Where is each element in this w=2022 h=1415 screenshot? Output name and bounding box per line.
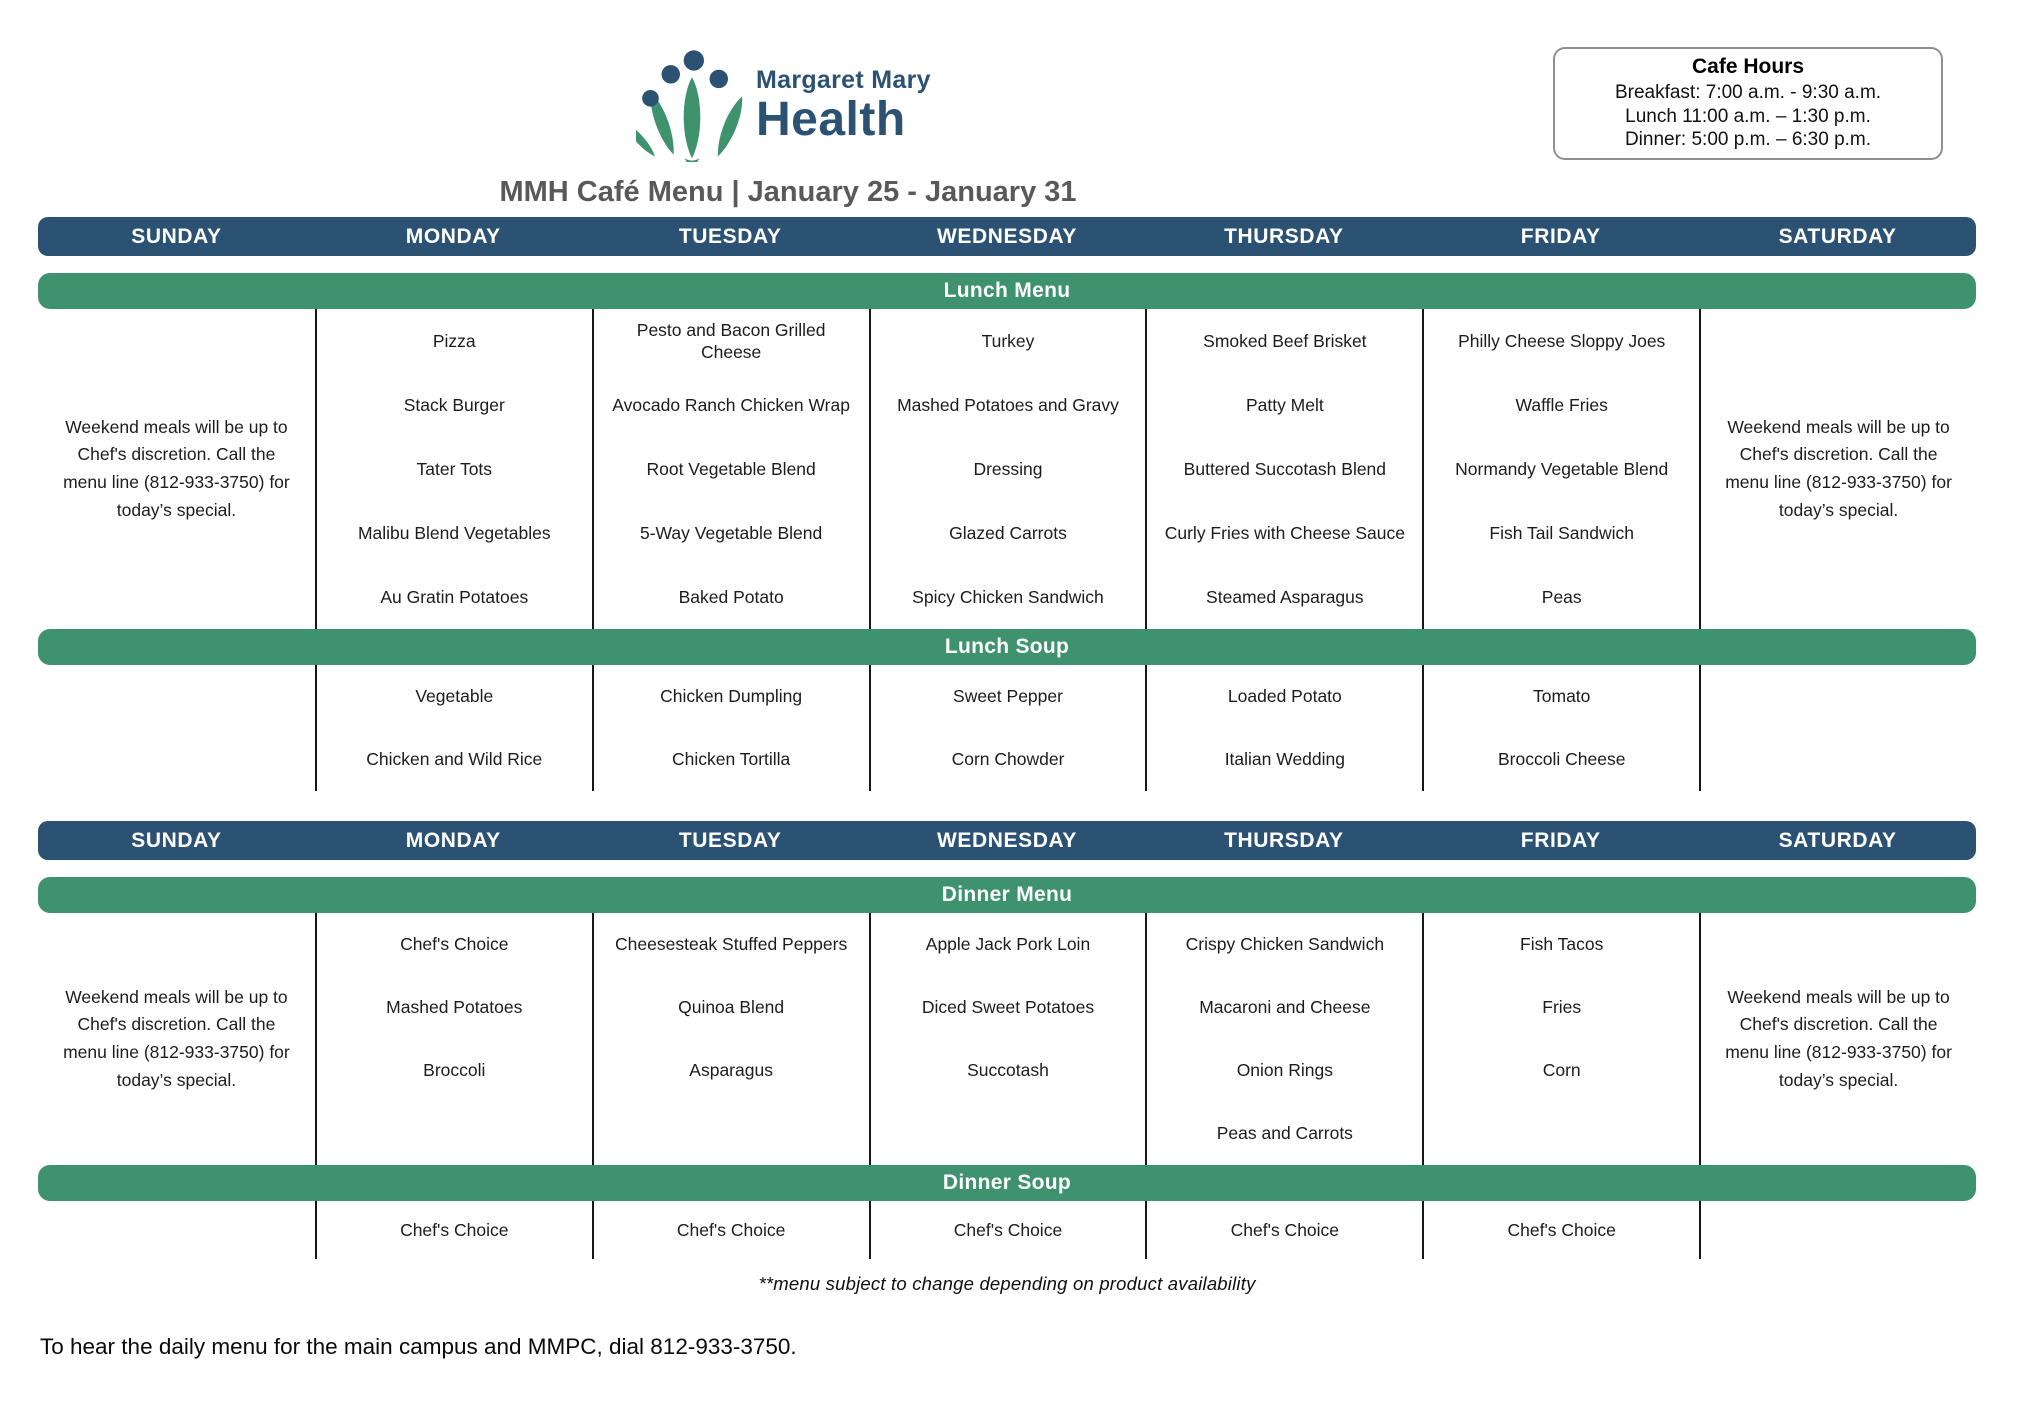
logo-text <box>756 42 931 145</box>
menu-item: Curly Fries with Cheese Sauce <box>1164 522 1405 543</box>
menu-item: Chef's Choice <box>400 934 509 955</box>
dinner-hours: Dinner: 5:00 p.m. – 6:30 p.m. <box>1624 129 1872 151</box>
menu-item: Pizza <box>432 330 476 351</box>
menu-column <box>1145 309 1422 629</box>
menu-item: Pesto and Bacon Grilled Cheese <box>636 319 826 362</box>
menu-item: Corn Chowder <box>951 749 1065 770</box>
menu-item: Macaroni and Cheese <box>1199 997 1371 1018</box>
menu-item: Chef's Choice <box>1507 1219 1616 1240</box>
menu-item: Fish Tail Sandwich <box>1489 522 1635 543</box>
menu-column <box>38 1201 315 1259</box>
menu-item: Chef's Choice <box>400 1219 509 1240</box>
day-header-friday: FRIDAY <box>1520 224 1601 248</box>
menu-item: Cheesesteak Stuffed Peppers <box>615 934 848 955</box>
cafe-hours-box <box>1553 47 1943 160</box>
lunch-soup-banner: Lunch Soup <box>38 629 1976 665</box>
menu-item: Au Gratin Potatoes <box>380 586 529 607</box>
dinner-soup-banner: Dinner Soup <box>38 1165 1976 1201</box>
dinner-menu-grid <box>38 913 1976 1165</box>
menu-column <box>38 665 315 791</box>
menu-column <box>1145 913 1422 1165</box>
day-header-row-dinner <box>38 821 1976 860</box>
menu-column <box>869 309 1146 629</box>
menu-column <box>869 665 1146 791</box>
day-header-tuesday: TUESDAY <box>678 828 782 852</box>
menu-item: Apple Jack Pork Loin <box>925 934 1091 955</box>
menu-item: Avocado Ranch Chicken Wrap <box>612 394 850 415</box>
menu-item: Turkey <box>981 330 1035 351</box>
day-header-monday: MONDAY <box>405 828 501 852</box>
weekend-column <box>38 913 315 1165</box>
menu-column <box>869 913 1146 1165</box>
menu-column <box>315 1201 592 1259</box>
menu-item: Dressing <box>973 458 1043 479</box>
menu-item: 5-Way Vegetable Blend <box>640 522 823 543</box>
menu-item: Malibu Blend Vegetables <box>357 522 551 543</box>
menu-column <box>592 665 869 791</box>
menu-item: Chicken Tortilla <box>671 749 791 770</box>
menu-item: Crispy Chicken Sandwich <box>1185 934 1385 955</box>
menu-item: Tater Tots <box>416 458 493 479</box>
menu-column <box>1422 1201 1699 1259</box>
day-header-row-lunch <box>38 217 1976 256</box>
day-header-sunday: SUNDAY <box>131 224 222 248</box>
menu-item: Asparagus <box>689 1060 773 1081</box>
menu-item: Mashed Potatoes <box>386 997 523 1018</box>
menu-item: Corn <box>1542 1060 1581 1081</box>
dinner-menu-banner: Dinner Menu <box>38 877 1976 913</box>
menu-column <box>592 1201 869 1259</box>
menu-item: Fries <box>1542 997 1582 1018</box>
menu-item: Chef's Choice <box>1230 1219 1340 1240</box>
menu-column <box>315 309 592 629</box>
day-header-wednesday: WEDNESDAY <box>937 224 1077 248</box>
menu-item: Smoked Beef Brisket <box>1203 330 1367 351</box>
day-header-sunday: SUNDAY <box>131 828 222 852</box>
weekend-note: Weekend meals will be up to Chef's discretion. Call the menu line (812-933-3750) for today’s special. <box>1725 986 1952 1090</box>
menu-item: Loaded Potato <box>1227 686 1342 707</box>
day-header-friday: FRIDAY <box>1520 828 1601 852</box>
brand-name-bottom: Health <box>756 93 906 146</box>
menu-item: Vegetable <box>415 686 494 707</box>
menu-column <box>592 309 869 629</box>
menu-item: Buttered Succotash Blend <box>1183 458 1387 479</box>
menu-column <box>315 665 592 791</box>
menu-item: Quinoa Blend <box>678 997 785 1018</box>
menu-item: Sweet Pepper <box>953 686 1063 707</box>
menu-item: Philly Cheese Sloppy Joes <box>1458 330 1666 351</box>
day-header-saturday: SATURDAY <box>1778 828 1897 852</box>
menu-item: Patty Melt <box>1245 394 1324 415</box>
availability-footnote: **menu subject to change depending on product availability <box>758 1273 1256 1294</box>
menu-item: Glazed Carrots <box>949 522 1067 543</box>
menu-column <box>1145 1201 1422 1259</box>
menu-column <box>1699 665 1976 791</box>
menu-column <box>315 913 592 1165</box>
menu-column <box>1422 309 1699 629</box>
brand-name-top: Margaret Mary <box>756 66 931 94</box>
menu-item: Baked Potato <box>678 586 784 607</box>
menu-item: Broccoli <box>423 1060 486 1081</box>
day-header-thursday: THURSDAY <box>1224 224 1344 248</box>
menu-item: Spicy Chicken Sandwich <box>912 586 1104 607</box>
breakfast-hours: Breakfast: 7:00 a.m. - 9:30 a.m. <box>1614 81 1882 103</box>
cafe-hours-title: Cafe Hours <box>1691 54 1805 78</box>
menu-item: Chicken and Wild Rice <box>366 749 543 770</box>
menu-item: Peas <box>1541 586 1582 607</box>
menu-column <box>1422 913 1699 1165</box>
menu-item: Waffle Fries <box>1515 394 1608 415</box>
logo <box>636 42 931 162</box>
menu-column <box>1145 665 1422 791</box>
menu-item: Chef's Choice <box>676 1219 786 1240</box>
menu-item: Onion Rings <box>1236 1060 1333 1081</box>
menu-item: Stack Burger <box>403 394 505 415</box>
lunch-menu-banner: Lunch Menu <box>38 273 1976 309</box>
weekend-note: Weekend meals will be up to Chef's discretion. Call the menu line (812-933-3750) for today’s special. <box>63 986 290 1090</box>
menu-line-footer: To hear the daily menu for the main campus and MMPC, dial 812-933-3750. <box>40 1334 797 1359</box>
menu-item: Italian Wedding <box>1224 749 1345 770</box>
menu-item: Steamed Asparagus <box>1206 586 1364 607</box>
weekend-note: Weekend meals will be up to Chef's discretion. Call the menu line (812-933-3750) for today’s special. <box>63 416 290 520</box>
day-header-wednesday: WEDNESDAY <box>937 828 1077 852</box>
menu-item: Tomato <box>1533 686 1591 707</box>
menu-item: Mashed Potatoes and Gravy <box>897 394 1119 415</box>
day-header-saturday: SATURDAY <box>1778 224 1897 248</box>
menu-item: Chef's Choice <box>953 1219 1063 1240</box>
weekend-column <box>1699 913 1976 1165</box>
weekend-column <box>1699 309 1976 629</box>
page-title: MMH Café Menu | January 25 - January 31 <box>499 176 1077 208</box>
menu-item: Chicken Dumpling <box>660 686 803 707</box>
day-header-monday: MONDAY <box>405 224 501 248</box>
menu-item: Root Vegetable Blend <box>646 458 816 479</box>
menu-item: Peas and Carrots <box>1216 1123 1353 1144</box>
menu-item: Diced Sweet Potatoes <box>921 997 1095 1018</box>
weekend-note: Weekend meals will be up to Chef's discretion. Call the menu line (812-933-3750) for today’s special. <box>1725 416 1952 520</box>
day-header-tuesday: TUESDAY <box>678 224 782 248</box>
menu-item: Fish Tacos <box>1520 934 1604 955</box>
menu-item: Broccoli Cheese <box>1498 749 1626 770</box>
menu-column <box>869 1201 1146 1259</box>
lunch-menu-grid <box>38 309 1976 629</box>
menu-column <box>592 913 869 1165</box>
people-plant-logo-icon <box>636 42 748 162</box>
lunch-hours: Lunch 11:00 a.m. – 1:30 p.m. <box>1625 105 1871 127</box>
menu-item: Succotash <box>967 1060 1049 1081</box>
menu-column <box>1422 665 1699 791</box>
menu-item: Normandy Vegetable Blend <box>1455 458 1669 479</box>
menu-table <box>38 217 1976 1295</box>
menu-column <box>1699 1201 1976 1259</box>
dinner-soup-grid <box>38 1201 1976 1259</box>
day-header-thursday: THURSDAY <box>1224 828 1344 852</box>
lunch-soup-grid <box>38 665 1976 791</box>
weekend-column <box>38 309 315 629</box>
